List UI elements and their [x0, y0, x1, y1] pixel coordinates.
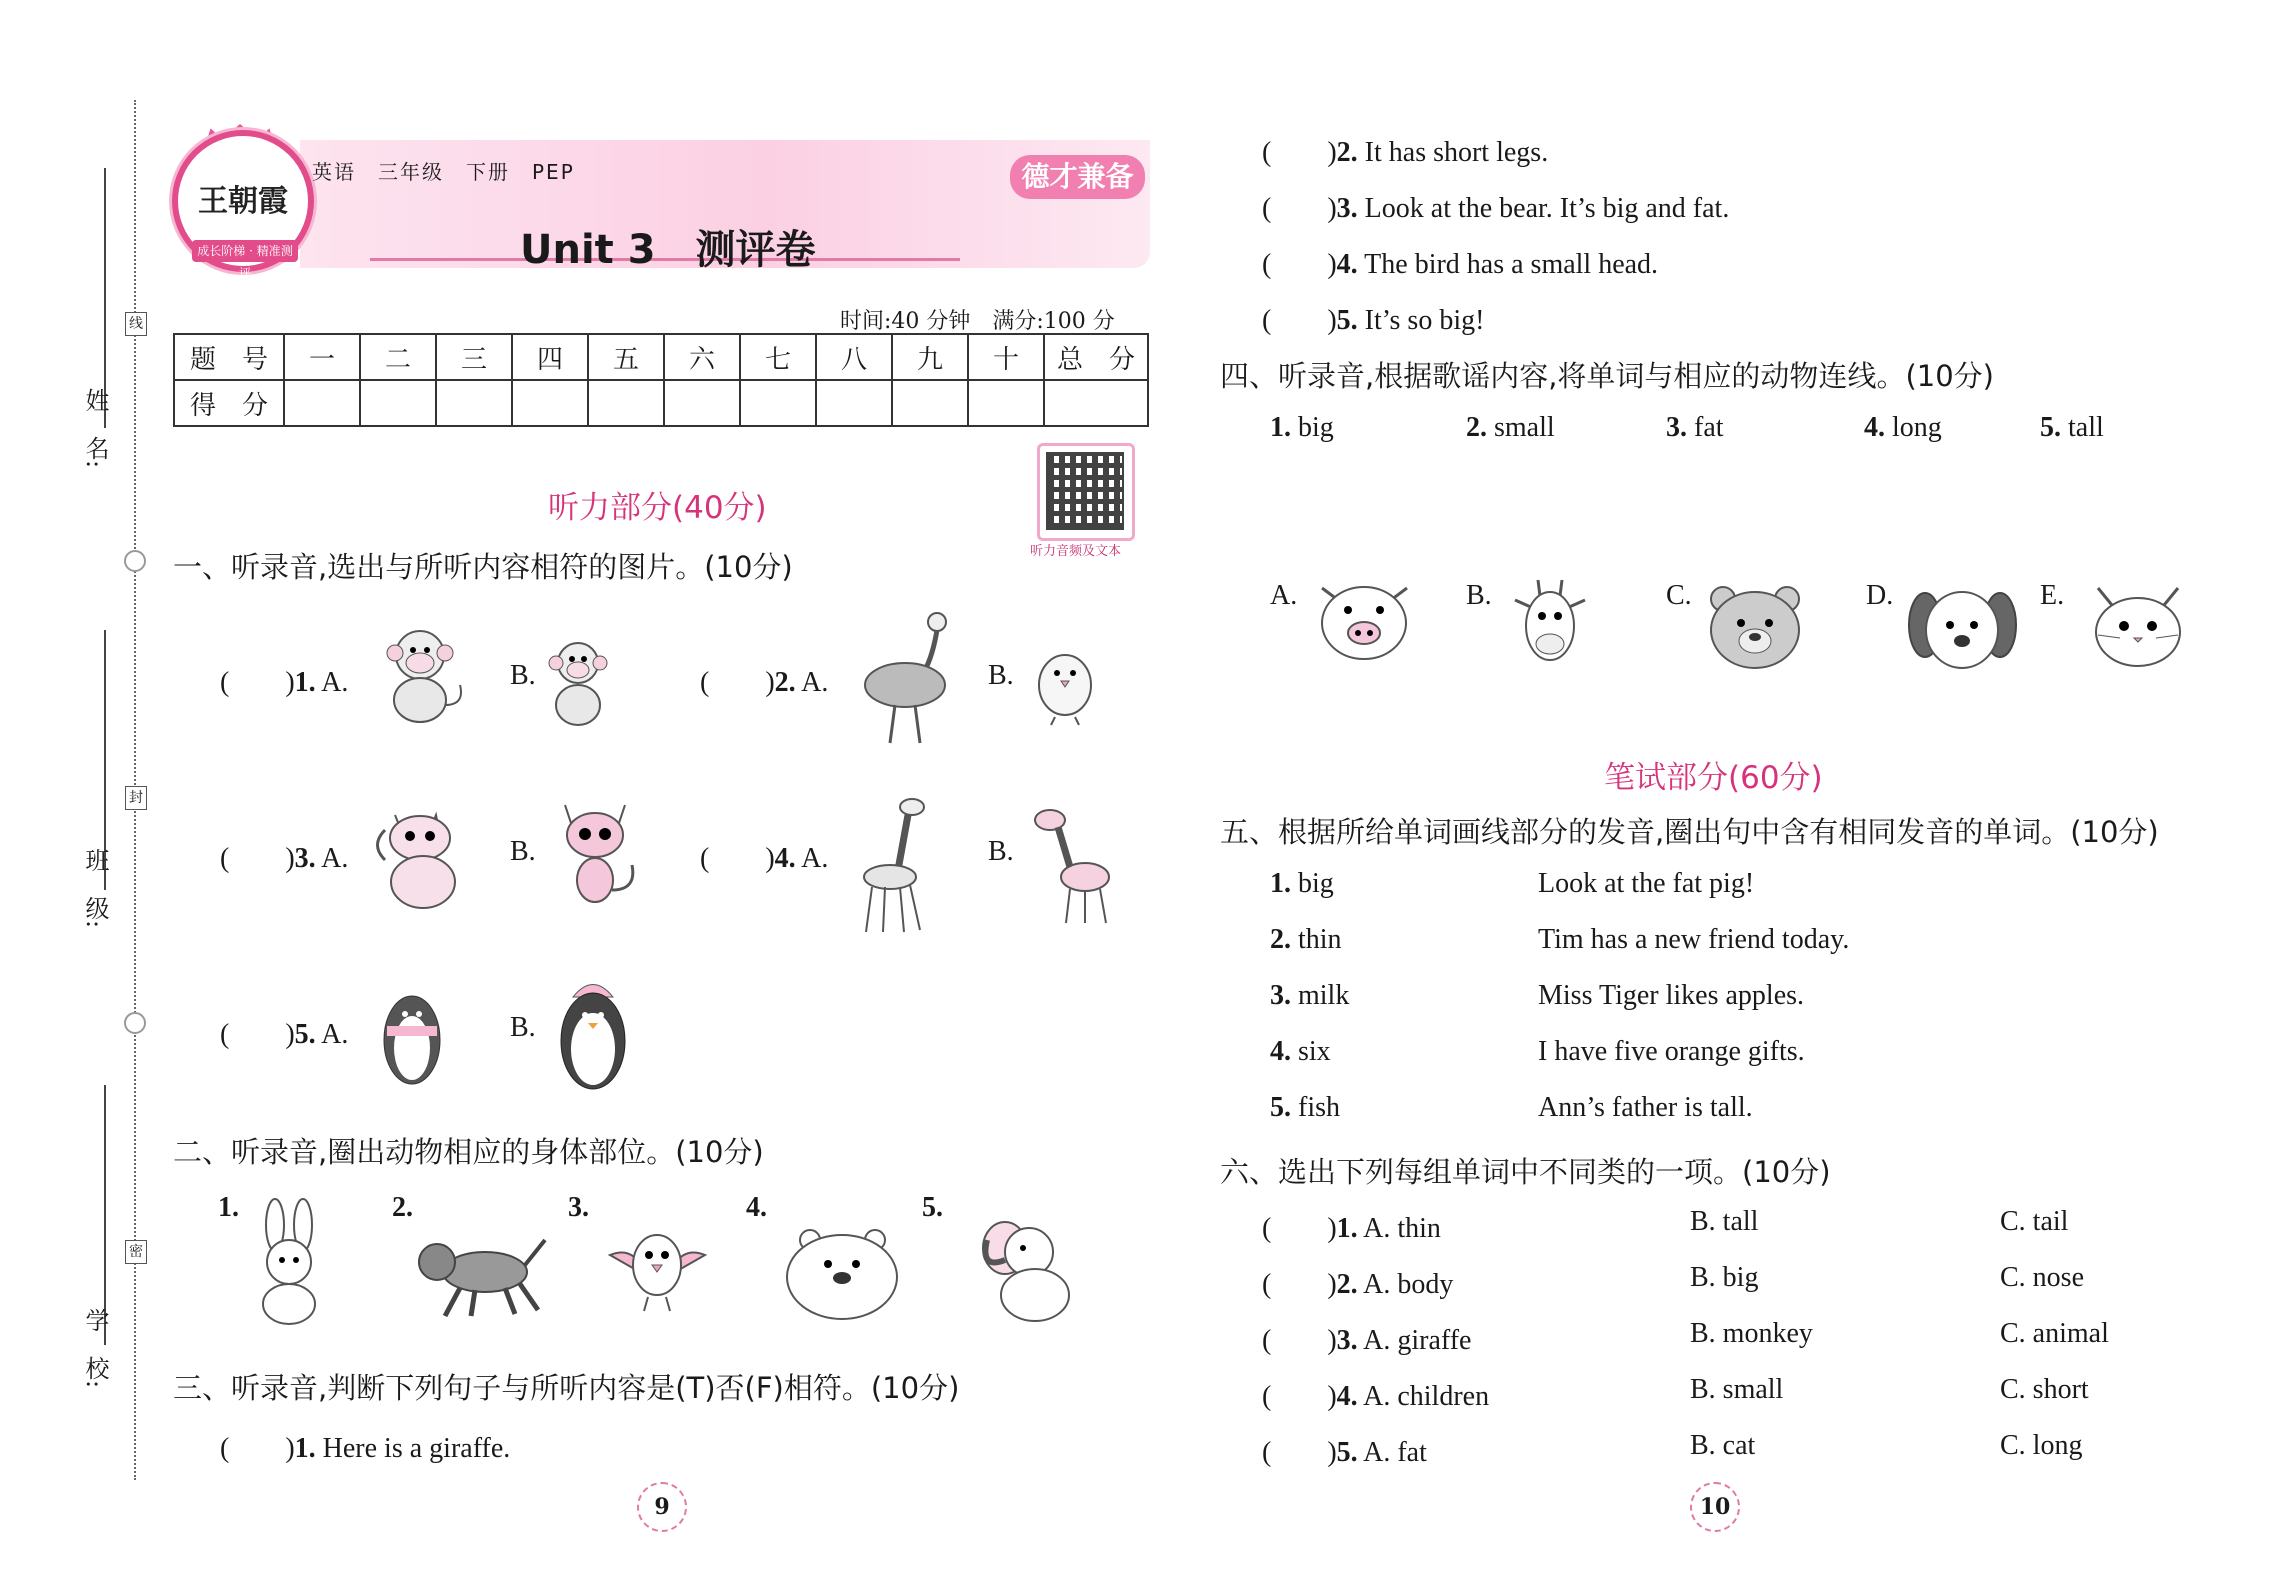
tf-question-4: ( )4. The bird has a small head. [1262, 249, 1659, 280]
table-cell: 六 [664, 334, 740, 380]
question-1: ( )1. A. [220, 667, 349, 698]
logo-text: 王朝霞 [198, 184, 288, 219]
section-5-title: 五、根据所给单词画线部分的发音,圈出句中含有相同发音的单词。(10分) [1220, 815, 2159, 849]
option-b: B. monkey [1690, 1318, 1813, 1349]
page-number: 9 [637, 1482, 687, 1532]
option-b-label: B. [510, 1012, 536, 1043]
table-cell: 三 [436, 334, 512, 380]
punch-hole-icon [124, 1012, 146, 1034]
item-number: 2. [392, 1192, 413, 1223]
answer-paren[interactable]: ( ) [220, 1019, 295, 1050]
class-label: 班 级: [81, 848, 109, 929]
option-b: B. big [1690, 1262, 1759, 1293]
ostrich-icon[interactable] [855, 610, 965, 745]
answer-paren[interactable]: ( ) [1262, 249, 1337, 280]
fox-icon[interactable] [550, 800, 645, 910]
table-cell: 总 分 [1044, 334, 1148, 380]
giraffe-face-icon[interactable] [1510, 578, 1590, 668]
score-input-cell[interactable] [816, 380, 892, 426]
bird-icon[interactable] [600, 1215, 715, 1315]
option-b: B. cat [1690, 1430, 1756, 1461]
section-1-title: 一、听录音,选出与所听内容相符的图片。(10分) [173, 550, 793, 584]
score-value-row [174, 380, 1148, 426]
bear-icon[interactable] [780, 1222, 905, 1322]
score-input-cell[interactable] [436, 380, 512, 426]
answer-paren[interactable]: ( ) [1262, 1437, 1337, 1468]
question-2: ( )2. A. [700, 667, 829, 698]
time-score-info: 时间:40 分钟 满分:100 分 [840, 309, 1115, 334]
answer-paren[interactable]: ( ) [220, 1433, 295, 1464]
table-cell: 得 分 [174, 380, 284, 426]
penguin-icon[interactable] [548, 975, 638, 1095]
sound-word-5: 5. fish [1270, 1092, 1340, 1123]
seal-mark-seal: 封 [125, 786, 147, 810]
monkey-icon[interactable] [540, 635, 620, 730]
score-input-cell[interactable] [360, 380, 436, 426]
score-header-row [174, 334, 1148, 380]
option-b-label: B. [510, 660, 536, 691]
answer-paren[interactable]: ( ) [220, 667, 295, 698]
odd-one-question-5: ( )5. A. fat [1262, 1437, 1427, 1468]
school-label: 学 校: [81, 1308, 109, 1389]
cat-face-icon[interactable] [2088, 580, 2188, 670]
page-number: 10 [1690, 1482, 1740, 1532]
sound-sentence-1[interactable]: Look at the fat pig! [1538, 868, 1755, 899]
table-cell: 二 [360, 334, 436, 380]
motto-badge: 德才兼备 [1010, 155, 1145, 199]
option-c: C. nose [2000, 1262, 2084, 1293]
question-4: ( )4. A. [700, 843, 829, 874]
sound-word-1: 1. big [1270, 868, 1334, 899]
answer-paren[interactable]: ( ) [700, 667, 775, 698]
odd-one-question-3: ( )3. A. giraffe [1262, 1325, 1472, 1356]
table-cell: 九 [892, 334, 968, 380]
item-number: 3. [568, 1192, 589, 1223]
answer-paren[interactable]: ( ) [1262, 137, 1337, 168]
question-3: ( )3. A. [220, 843, 349, 874]
table-cell: 五 [588, 334, 664, 380]
section-6-title: 六、选出下列每组单词中不同类的一项。(10分) [1220, 1155, 1831, 1189]
book-meta: 英语 三年级 下册 PEP [312, 160, 575, 184]
page-title: Unit 3 测评卷 [520, 227, 816, 273]
score-input-cell[interactable] [740, 380, 816, 426]
logo-ribbon: 成长阶梯 · 精准测评 [192, 240, 298, 262]
match-pic-label: E. [2040, 580, 2065, 611]
pig-face-icon[interactable] [1312, 578, 1417, 663]
answer-paren[interactable]: ( ) [700, 843, 775, 874]
cat-icon[interactable] [365, 800, 480, 910]
sound-word-2: 2. thin [1270, 924, 1342, 955]
score-input-cell[interactable] [892, 380, 968, 426]
monkey-icon[interactable] [375, 625, 470, 725]
giraffe-icon[interactable] [850, 795, 940, 935]
sound-sentence-3[interactable]: Miss Tiger likes apples. [1538, 980, 1805, 1011]
table-cell: 题 号 [174, 334, 284, 380]
question-5: ( )5. A. [220, 1019, 349, 1050]
option-b-label: B. [988, 836, 1014, 867]
tf-question-2: ( )2. It has short legs. [1262, 137, 1549, 168]
match-word-5[interactable]: 5. tall [2040, 412, 2104, 443]
match-word-4[interactable]: 4. long [1864, 412, 1942, 443]
score-input-cell[interactable] [1044, 380, 1148, 426]
option-c: C. tail [2000, 1206, 2069, 1237]
sound-word-4: 4. six [1270, 1036, 1331, 1067]
option-b-label: B. [510, 836, 536, 867]
option-b: B. tall [1690, 1206, 1759, 1237]
option-c: C. short [2000, 1374, 2089, 1405]
elephant-icon[interactable] [965, 1210, 1080, 1325]
answer-paren[interactable]: ( ) [1262, 1381, 1337, 1412]
seal-mark-line: 线 [125, 312, 147, 336]
section-2-title: 二、听录音,圈出动物相应的身体部位。(10分) [173, 1135, 764, 1169]
answer-paren[interactable]: ( ) [1262, 193, 1337, 224]
answer-paren[interactable]: ( ) [1262, 1269, 1337, 1300]
section-3-title: 三、听录音,判断下列句子与所听内容是(T)否(F)相符。(10分) [173, 1371, 960, 1405]
rabbit-icon[interactable] [245, 1200, 335, 1325]
odd-one-question-1: ( )1. A. thin [1262, 1213, 1441, 1244]
score-input-cell[interactable] [664, 380, 740, 426]
match-pic-label: A. [1270, 580, 1298, 611]
match-word-3[interactable]: 3. fat [1666, 412, 1724, 443]
item-number: 1. [218, 1192, 239, 1223]
answer-paren[interactable]: ( ) [1262, 305, 1337, 336]
item-number: 4. [746, 1192, 767, 1223]
punch-hole-icon [124, 550, 146, 572]
chick-icon[interactable] [1025, 635, 1105, 725]
dog-face-icon[interactable] [1905, 585, 2020, 670]
qr-code-icon[interactable] [1046, 452, 1124, 530]
score-input-cell[interactable] [512, 380, 588, 426]
sound-word-3: 3. milk [1270, 980, 1350, 1011]
table-cell: 一 [284, 334, 360, 380]
tf-question-3: ( )3. Look at the bear. It’s big and fat. [1262, 193, 1730, 224]
answer-paren[interactable]: ( ) [220, 843, 295, 874]
sound-sentence-2[interactable]: Tim has a new friend today. [1538, 924, 1850, 955]
match-pic-label: B. [1466, 580, 1492, 611]
option-c: C. animal [2000, 1318, 2109, 1349]
sound-sentence-4[interactable]: I have five orange gifts. [1538, 1036, 1805, 1067]
option-b: B. small [1690, 1374, 1784, 1405]
giraffe-icon[interactable] [1030, 805, 1120, 925]
penguin-icon[interactable] [375, 990, 450, 1090]
seal-mark-close: 密 [125, 1240, 147, 1264]
score-input-cell[interactable] [968, 380, 1044, 426]
score-input-cell[interactable] [588, 380, 664, 426]
score-table [173, 333, 1149, 427]
match-word-2[interactable]: 2. small [1466, 412, 1555, 443]
item-number: 5. [922, 1192, 943, 1223]
writing-part-title: 笔试部分(60分) [1604, 760, 1823, 796]
table-cell: 四 [512, 334, 588, 380]
listening-part-title: 听力部分(40分) [548, 490, 767, 526]
answer-paren[interactable]: ( ) [1262, 1213, 1337, 1244]
table-cell: 十 [968, 334, 1044, 380]
bear-face-icon[interactable] [1705, 585, 1805, 670]
score-input-cell[interactable] [284, 380, 360, 426]
tf-question-1: ( )1. Here is a giraffe. [220, 1433, 511, 1464]
dog-icon[interactable] [415, 1230, 550, 1320]
option-b-label: B. [988, 660, 1014, 691]
odd-one-question-2: ( )2. A. body [1262, 1269, 1454, 1300]
name-label: 姓 名: [81, 388, 109, 469]
match-pic-label: C. [1666, 580, 1692, 611]
odd-one-question-4: ( )4. A. children [1262, 1381, 1490, 1412]
match-word-1[interactable]: 1. big [1270, 412, 1334, 443]
table-cell: 八 [816, 334, 892, 380]
school-underline [104, 1085, 106, 1345]
table-cell: 七 [740, 334, 816, 380]
option-c: C. long [2000, 1430, 2083, 1461]
answer-paren[interactable]: ( ) [1262, 1325, 1337, 1356]
match-pic-label: D. [1866, 580, 1894, 611]
section-4-title: 四、听录音,根据歌谣内容,将单词与相应的动物连线。(10分) [1220, 359, 1994, 393]
qr-label: 听力音频及文本 [1030, 544, 1122, 559]
tf-question-5: ( )5. It’s so big! [1262, 305, 1485, 336]
sound-sentence-5[interactable]: Ann’s father is tall. [1538, 1092, 1753, 1123]
